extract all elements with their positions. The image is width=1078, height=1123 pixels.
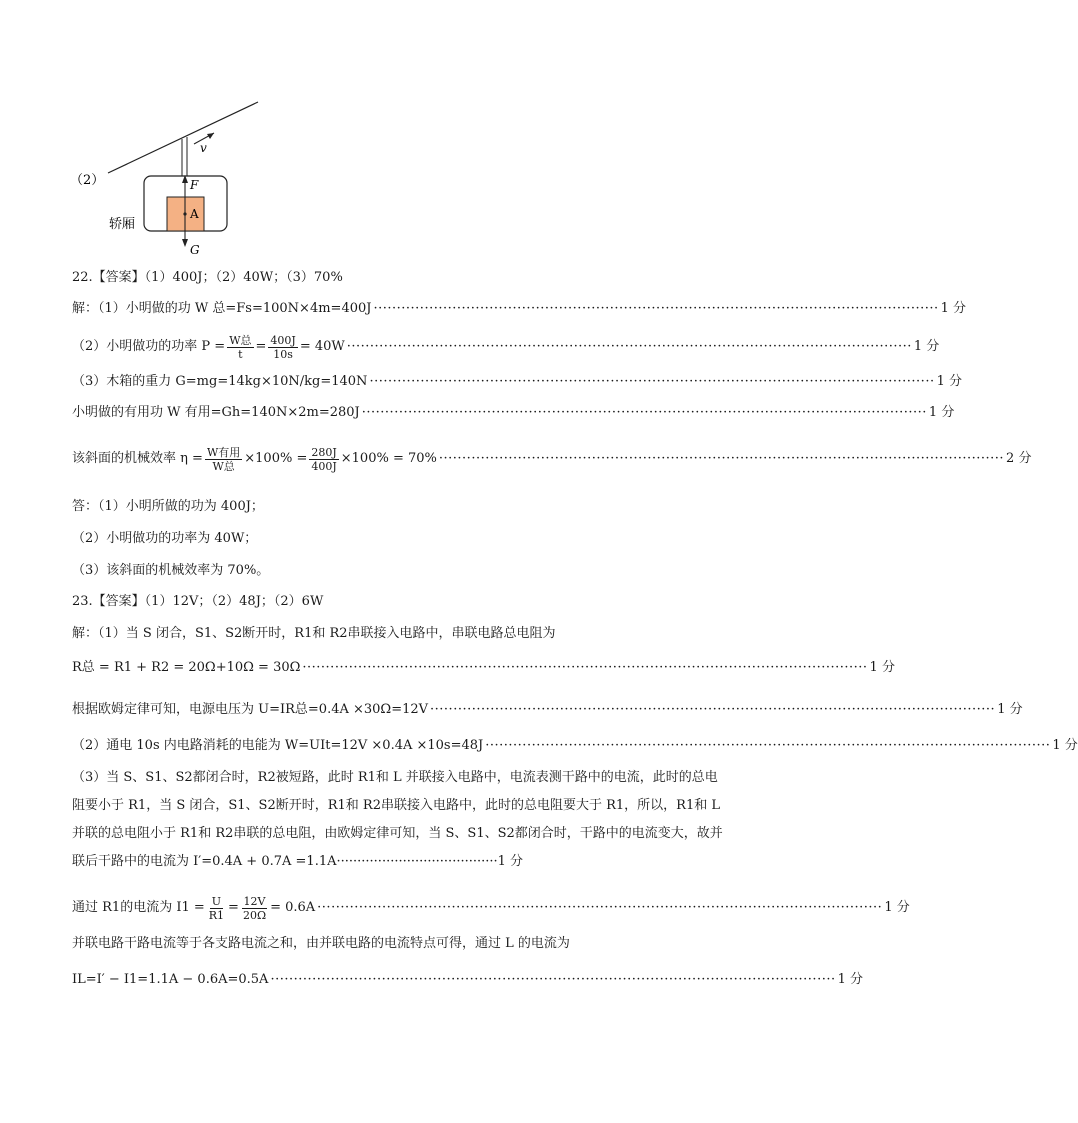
q23-r1-current-line: 通过 R1的电流为 I1 = $\frac{U}{R1}$ = $\frac{12V}{20\Omega}$ = 0.6A ·························································································································· 1 分: [72, 894, 910, 922]
q22-gravity-text: （3）木箱的重力 G=mg=14kg×10N/kg=140N: [72, 374, 368, 389]
q23-l-current-score: 1 分: [837, 972, 864, 987]
force-G-label: G: [190, 243, 200, 257]
q23-voltage-line: 根据欧姆定律可知，电源电压为 U=IR总=0.4A ×30Ω=12V ·························································································································· 1 分: [72, 700, 723, 720]
q22-gravity-score: 1 分: [936, 374, 962, 389]
velocity-label: v: [200, 141, 207, 155]
q23-energy-text: （2）通电 10s 内电路消耗的电能为 W=UIt=12V ×0.4A ×10s=48J: [72, 738, 484, 753]
part-label: （2）: [70, 173, 105, 188]
q23-r1-current-score: 1 分: [884, 900, 910, 915]
q22-answer-1: 答：（1）小明所做的功为 400J；: [72, 499, 264, 514]
q23-resistance-score: 1 分: [869, 660, 895, 675]
force-F-label: F: [190, 178, 199, 192]
q22-power-frac2: $\frac{400J}{10s}$: [270, 333, 296, 361]
q22-work-line: 解：（1）小明做的功 W 总=Fs=100N×4m=400J ·························································································································· 1 分: [72, 299, 723, 319]
q22-useful-work-score: 1 分: [928, 405, 955, 420]
q23-r1-current-pre: 通过 R1的电流为 I1 =: [72, 900, 205, 915]
q22-work-score: 1 分: [940, 301, 967, 316]
q23-r1-frac1: $\frac{U}{R1}$: [208, 894, 225, 922]
inclined-cable-car-figure: [72, 96, 272, 266]
q23-energy-score: 1 分: [1052, 738, 1078, 753]
q23-solution-intro: 解：（1）当 S 闭合，S1、S2断开时，R1和 R2串联接入电路中，串联电路总电阻为: [72, 626, 556, 641]
q22-work-text: 解：（1）小明做的功 W 总=Fs=100N×4m=400J: [72, 301, 372, 316]
q22-heading: 22.【答案】（1）400J；（2）40W；（3）70%: [72, 270, 343, 285]
q23-part3-score: 1 分: [497, 854, 524, 869]
q23-parallel-note: 并联电路干路电流等于各支路电流之和，由并联电路的电流特点可得，通过 L 的电流为: [72, 936, 570, 951]
q23-part3-paragraph: （3）当 S、S1、S2都闭合时，R2被短路，此时 R1和 L 并联接入电路中，电流表测干路中的电流，此时的总电阻要小于 R1，当 S 闭合，S1、S2断开时，R1和 R2串联接入电路中，此时的总电阻要大于 R1，所以，R1和 L 并联的总电阻小于 R1和 R2串联的总电阻，由欧姆定律可知，当 S、S1、S2都闭合时，干路中的电流变大，故并联后干路中的电流为 I′=0.4A + 0.7A =1.1A·······································1 分: [72, 770, 723, 869]
q22-useful-work-text: 小明做的有用功 W 有用=Gh=140N×2m=280J: [72, 405, 360, 420]
q23-energy-line: （2）通电 10s 内电路消耗的电能为 W=UIt=12V ×0.4A ×10s=48J ·························································································································· 1 分: [72, 736, 723, 756]
q23-resistance-text: R总 = R1 + R2 = 20Ω+10Ω = 30Ω: [72, 660, 301, 675]
q23-voltage-text: 根据欧姆定律可知，电源电压为 U=IR总=0.4A ×30Ω=12V: [72, 702, 429, 717]
q22-efficiency-frac1: $\frac{\text{W有用}}{\text{W总}}$: [206, 445, 241, 473]
q22-power-frac1: $\frac{\text{W总}}{t}$: [229, 333, 252, 361]
q23-part3-text: （3）当 S、S1、S2都闭合时，R2被短路，此时 R1和 L 并联接入电路中，电流表测干路中的电流，此时的总电阻要小于 R1，当 S 闭合，S1、S2断开时，R1和 R2串联接入电路中，此时的总电阻要大于 R1，所以，R1和 L 并联的总电阻小于 R1和 R2串联的总电阻，由欧姆定律可知，当 S、S1、S2都闭合时，干路中的电流变大，故并联后干路中的电流为 I′=0.4A + 0.7A =1.1A: [72, 770, 723, 869]
q22-power-score: 1 分: [913, 339, 940, 354]
cabin-label: 轿厢: [109, 217, 136, 232]
q22-gravity-line: （3）木箱的重力 G=mg=14kg×10N/kg=140N ·························································································································· 1 分: [72, 372, 723, 392]
q23-r1-frac2: $\frac{12V}{20\Omega}$: [242, 894, 267, 922]
q23-voltage-score: 1 分: [997, 702, 1023, 717]
q23-heading: 23.【答案】（1）12V；（2）48J；（2）6W: [72, 594, 324, 609]
q22-power-line: （2）小明做功的功率 P = $\frac{\text{W总}}{t}$ = $\frac{400J}{10s}$ = 40W ·························································································································· 1 分: [72, 333, 940, 361]
q23-resistance-line: R总 = R1 + R2 = 20Ω+10Ω = 30Ω ·························································································································· 1 分: [72, 658, 723, 678]
q23-l-current-text: IL=I′ − I1=1.1A − 0.6A=0.5A: [72, 972, 269, 987]
force-G-arrowhead: [182, 239, 188, 247]
q22-efficiency-line: 该斜面的机械效率 η = $\frac{\text{W有用}}{\text{W总}}$ ×100% = $\frac{280J}{400J}$ ×100% = 70% ·························································································································· 2 分: [72, 445, 1032, 473]
q22-efficiency-pre: 该斜面的机械效率 η =: [72, 451, 203, 466]
q23-l-current-line: IL=I′ − I1=1.1A − 0.6A=0.5A ·························································································································· 1 分: [72, 970, 723, 990]
q22-efficiency-frac2: $\frac{280J}{400J}$: [311, 445, 337, 473]
q22-answer-3: （3）该斜面的机械效率为 70%。: [72, 563, 270, 578]
q22-answer-2: （2）小明做功的功率为 40W；: [72, 531, 258, 546]
q22-useful-work-line: 小明做的有用功 W 有用=Gh=140N×2m=280J ·························································································································· 1 分: [72, 403, 723, 423]
incline-line: [108, 102, 258, 173]
box-label-A: A: [190, 207, 199, 221]
q22-efficiency-score: 2 分: [1006, 451, 1032, 466]
q22-power-pre: （2）小明做功的功率 P =: [72, 339, 226, 354]
